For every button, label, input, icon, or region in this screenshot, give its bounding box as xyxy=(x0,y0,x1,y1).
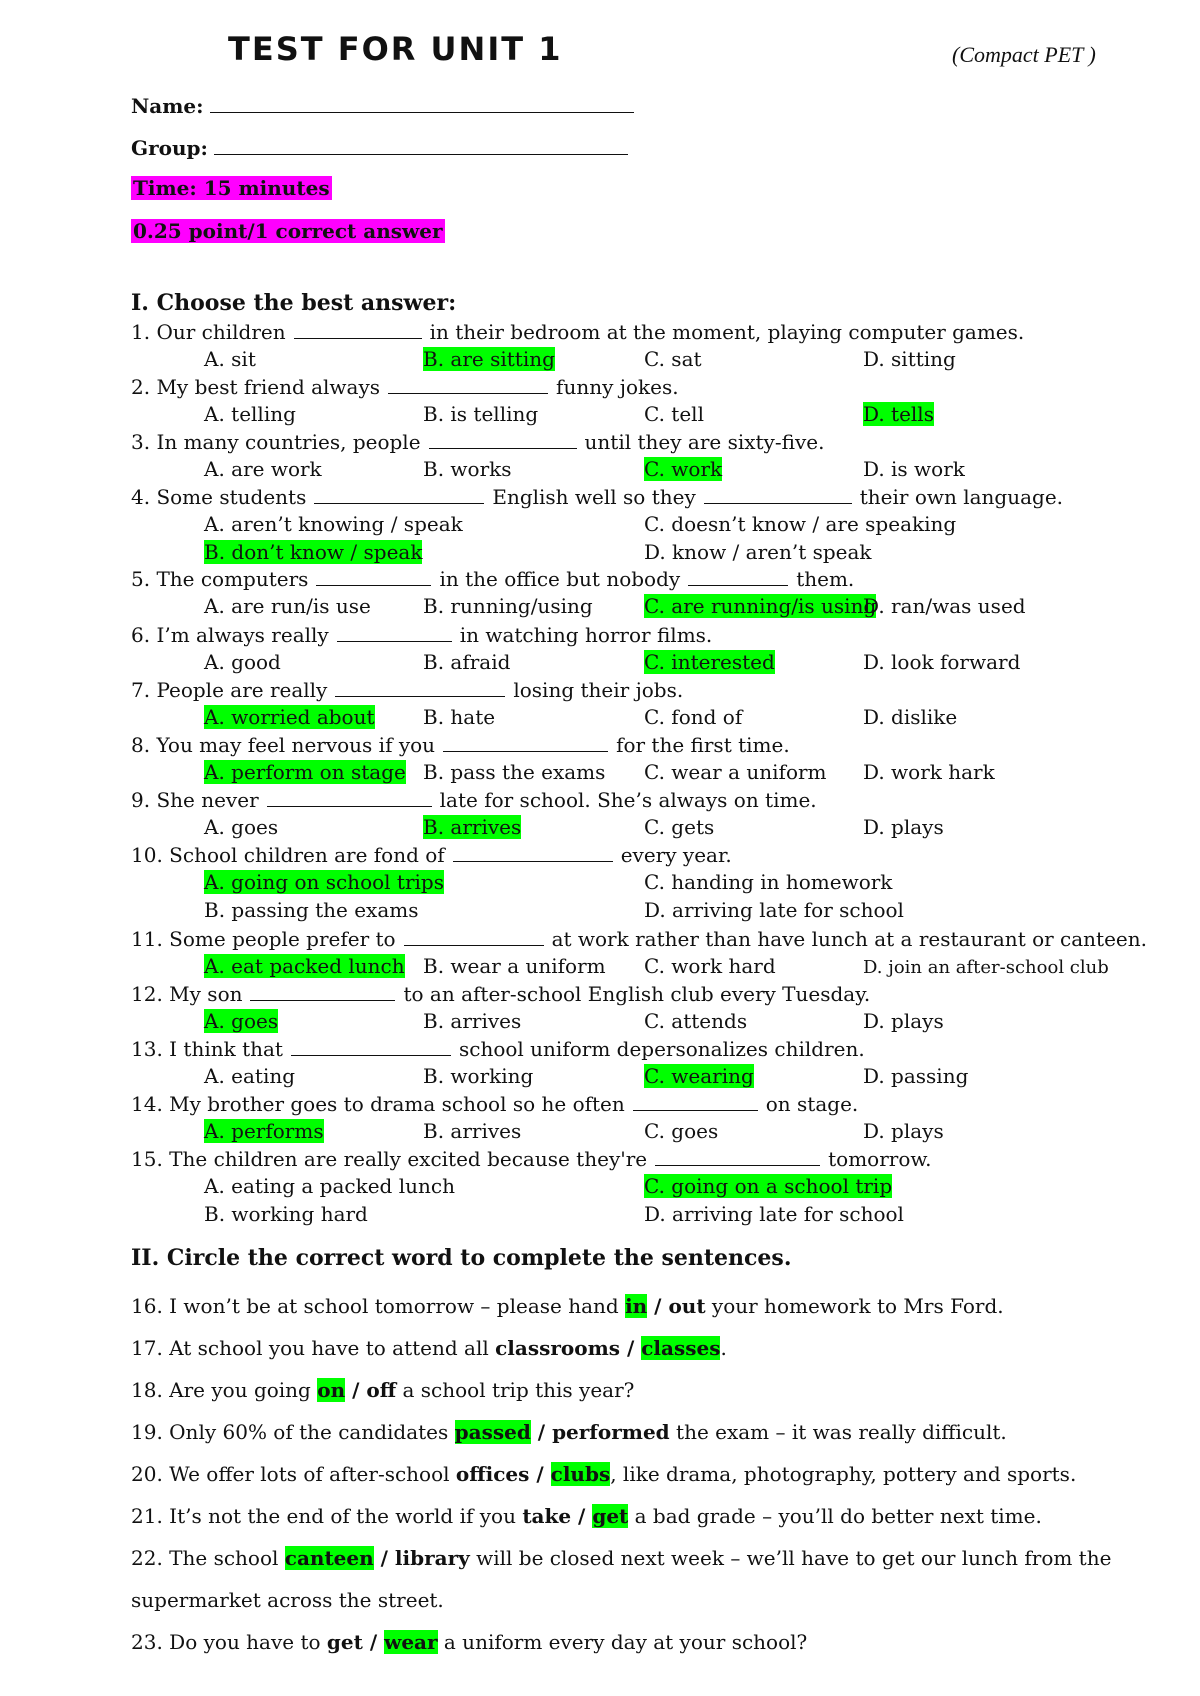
option-label: A. eating a packed lunch xyxy=(204,1174,455,1198)
question-stem xyxy=(131,925,1147,952)
sentence-item xyxy=(131,1419,1007,1445)
answer-option[interactable] xyxy=(644,814,714,840)
answer-option[interactable] xyxy=(204,869,444,895)
option-label: A. worried about xyxy=(204,705,375,729)
question-stem xyxy=(131,318,1024,345)
group-input-line[interactable] xyxy=(214,134,628,155)
choice-word[interactable]: on xyxy=(317,1378,346,1402)
question-text: on stage. xyxy=(765,1092,859,1116)
answer-option[interactable] xyxy=(644,401,704,427)
sentence-item xyxy=(131,1293,1004,1319)
choice-word[interactable]: out xyxy=(668,1294,706,1318)
question-text: 1. Our children xyxy=(131,320,286,344)
answer-option[interactable] xyxy=(423,593,593,619)
question-stem xyxy=(131,676,683,703)
option-label: D. arriving late for school xyxy=(644,1202,904,1226)
book-subtitle: (Compact PET ) xyxy=(952,42,1096,67)
answer-option[interactable] xyxy=(644,897,904,923)
option-label: D. passing xyxy=(863,1064,969,1088)
option-label: D. plays xyxy=(863,1119,944,1143)
points-note: 0.25 point/1 correct answer xyxy=(133,219,443,243)
answer-option[interactable] xyxy=(423,814,521,840)
choice-separator: / xyxy=(530,1420,553,1444)
answer-option[interactable] xyxy=(644,953,776,979)
name-input-line[interactable] xyxy=(210,92,634,113)
answer-option[interactable] xyxy=(204,1063,295,1089)
option-label: D. join an after-school club xyxy=(863,957,1109,978)
option-label: A. going on school trips xyxy=(204,870,444,894)
choice-separator: / xyxy=(571,1504,593,1528)
answer-option[interactable] xyxy=(423,649,510,675)
question-text: until they are sixty-five. xyxy=(584,430,825,454)
answer-option[interactable] xyxy=(644,649,775,675)
answer-option[interactable] xyxy=(204,1173,455,1199)
sentence-text: 16. I won’t be at school tomorrow – please hand xyxy=(131,1294,626,1318)
sentence-text: , like drama, photography, pottery and sports. xyxy=(610,1462,1077,1486)
sentence-text: 19. Only 60% of the candidates xyxy=(131,1420,455,1444)
answer-blank[interactable] xyxy=(316,565,431,586)
option-label: A. performs xyxy=(204,1119,324,1143)
choice-word[interactable]: classes xyxy=(641,1336,721,1360)
question-text: in their bedroom at the moment, playing computer games. xyxy=(429,320,1025,344)
question-text: 2. My best friend always xyxy=(131,375,381,399)
answer-option[interactable] xyxy=(204,401,296,427)
option-label: A. goes xyxy=(204,815,279,839)
option-label: A. eat packed lunch xyxy=(204,954,405,978)
answer-option[interactable] xyxy=(644,593,876,619)
option-label: A. perform on stage xyxy=(204,760,406,784)
answer-option[interactable] xyxy=(423,401,538,427)
page-title: TEST FOR UNIT 1 xyxy=(228,30,563,68)
answer-blank[interactable] xyxy=(250,980,395,1001)
question-stem xyxy=(131,1035,865,1062)
question-text: 6. I’m always really xyxy=(131,623,329,647)
option-label: C. work hard xyxy=(644,954,776,978)
option-label: C. tell xyxy=(644,402,704,426)
question-stem xyxy=(131,373,679,400)
section-2-heading: II. Circle the correct word to complete the sentences. xyxy=(131,1245,792,1271)
answer-option[interactable] xyxy=(644,704,742,730)
question-text: for the first time. xyxy=(616,733,790,757)
option-label: C. goes xyxy=(644,1119,719,1143)
sentence-text: 22. The school xyxy=(131,1546,285,1570)
answer-blank[interactable] xyxy=(388,373,548,394)
sentence-item xyxy=(131,1503,1042,1529)
option-label: C. doesn’t know / are speaking xyxy=(644,512,957,536)
question-text: 14. My brother goes to drama school so he often xyxy=(131,1092,625,1116)
question-text: late for school. She’s always on time. xyxy=(439,788,817,812)
choice-word[interactable]: passed xyxy=(454,1420,531,1444)
answer-blank[interactable] xyxy=(314,483,484,504)
option-label: B. don’t know / speak xyxy=(204,540,423,564)
option-label: B. running/using xyxy=(423,594,593,618)
option-label: C. attends xyxy=(644,1009,748,1033)
answer-option[interactable] xyxy=(204,1118,324,1144)
answer-option[interactable] xyxy=(204,897,418,923)
answer-blank[interactable] xyxy=(335,676,505,697)
answer-option[interactable] xyxy=(644,1173,892,1199)
question-text: losing their jobs. xyxy=(513,678,684,702)
choice-word[interactable]: canteen xyxy=(284,1546,374,1570)
option-label: A. telling xyxy=(204,402,296,426)
answer-blank[interactable] xyxy=(404,925,544,946)
answer-option[interactable] xyxy=(204,593,371,619)
choice-separator: / xyxy=(620,1336,642,1360)
answer-blank[interactable] xyxy=(633,1090,758,1111)
answer-option[interactable] xyxy=(644,759,827,785)
option-label: C. wear a uniform xyxy=(644,760,827,784)
answer-option[interactable] xyxy=(644,539,872,565)
question-text: in watching horror films. xyxy=(459,623,713,647)
answer-option[interactable] xyxy=(204,1008,278,1034)
answer-blank[interactable] xyxy=(337,621,452,642)
option-label: B. are sitting xyxy=(423,347,555,371)
answer-blank[interactable] xyxy=(294,318,422,339)
answer-option[interactable] xyxy=(204,759,406,785)
option-label: A. sit xyxy=(204,347,256,371)
option-label: B. pass the exams xyxy=(423,760,606,784)
choice-word[interactable]: offices xyxy=(455,1462,530,1486)
option-label: D. ran/was used xyxy=(863,594,1026,618)
name-label: Name: xyxy=(131,94,204,118)
option-label: D. arriving late for school xyxy=(644,898,904,922)
option-label: D. plays xyxy=(863,815,944,839)
sentence-item xyxy=(131,1545,1111,1571)
option-label: C. gets xyxy=(644,815,715,839)
section-1-heading: I. Choose the best answer: xyxy=(131,290,457,316)
sentence-text: supermarket across the street. xyxy=(131,1588,444,1612)
question-text: 10. School children are fond of xyxy=(131,843,445,867)
answer-option[interactable] xyxy=(644,456,722,482)
answer-option[interactable] xyxy=(423,1118,521,1144)
question-stem xyxy=(131,980,870,1007)
sentence-item xyxy=(131,1461,1076,1487)
choice-word[interactable]: take xyxy=(522,1504,572,1528)
answer-option[interactable] xyxy=(423,1063,533,1089)
choice-word[interactable]: get xyxy=(592,1504,629,1528)
option-label: C. work xyxy=(644,457,723,481)
question-text: their own language. xyxy=(859,485,1064,509)
question-text: 11. Some people prefer to xyxy=(131,927,396,951)
answer-option[interactable] xyxy=(204,539,422,565)
choice-word[interactable]: wear xyxy=(384,1630,438,1654)
answer-option[interactable] xyxy=(204,649,281,675)
choice-separator: / xyxy=(647,1294,669,1318)
option-label: D. look forward xyxy=(863,650,1021,674)
answer-option[interactable] xyxy=(423,1008,521,1034)
option-label: D. is work xyxy=(863,457,965,481)
sentence-text: will be closed next week – we’ll have to get our lunch from the xyxy=(469,1546,1112,1570)
sentence-text: your homework to Mrs Ford. xyxy=(705,1294,1004,1318)
question-text: in the office but nobody xyxy=(439,567,681,591)
option-label: C. fond of xyxy=(644,705,743,729)
answer-option[interactable] xyxy=(644,1063,754,1089)
answer-blank[interactable] xyxy=(453,841,613,862)
answer-option[interactable] xyxy=(863,1118,944,1144)
answer-blank[interactable] xyxy=(704,483,852,504)
question-text: 8. You may feel nervous if you xyxy=(131,733,436,757)
answer-option[interactable] xyxy=(644,1118,718,1144)
question-text: 3. In many countries, people xyxy=(131,430,421,454)
sentence-item xyxy=(131,1335,727,1361)
time-note: Time: 15 minutes xyxy=(133,176,330,200)
answer-option[interactable] xyxy=(863,1063,968,1089)
answer-option[interactable] xyxy=(863,814,944,840)
option-label: B. afraid xyxy=(423,650,511,674)
choice-word[interactable]: off xyxy=(366,1378,397,1402)
option-label: C. are running/is using xyxy=(644,594,877,618)
choice-word[interactable]: get xyxy=(326,1630,363,1654)
option-label: D. plays xyxy=(863,1009,944,1033)
sentence-item xyxy=(131,1629,807,1655)
option-label: B. passing the exams xyxy=(204,898,419,922)
question-text: school uniform depersonalizes children. xyxy=(458,1037,865,1061)
question-text: every year. xyxy=(620,843,732,867)
option-label: C. wearing xyxy=(644,1064,754,1088)
question-text: 4. Some students xyxy=(131,485,307,509)
answer-option[interactable] xyxy=(423,704,495,730)
choice-word[interactable]: in xyxy=(625,1294,648,1318)
sentence-text: a uniform every day at your school? xyxy=(437,1630,808,1654)
option-label: B. arrives xyxy=(423,1119,522,1143)
question-text: to an after-school English club every Tuesday. xyxy=(403,982,871,1006)
answer-blank[interactable] xyxy=(291,1035,451,1056)
question-stem xyxy=(131,483,1063,510)
answer-option[interactable] xyxy=(204,511,463,537)
sentence-text: 18. Are you going xyxy=(131,1378,318,1402)
option-label: C. interested xyxy=(644,650,775,674)
answer-option[interactable] xyxy=(863,593,1026,619)
sentence-text: a school trip this year? xyxy=(396,1378,635,1402)
option-label: B. hate xyxy=(423,705,496,729)
choice-word[interactable]: library xyxy=(394,1546,470,1570)
question-text: funny jokes. xyxy=(556,375,679,399)
sentence-text: 21. It’s not the end of the world if you xyxy=(131,1504,523,1528)
answer-option[interactable] xyxy=(204,953,405,979)
option-label: C. sat xyxy=(644,347,702,371)
answer-blank[interactable] xyxy=(688,565,788,586)
answer-option[interactable] xyxy=(863,1008,944,1034)
answer-blank[interactable] xyxy=(267,786,432,807)
group-label: Group: xyxy=(131,136,208,160)
question-stem xyxy=(131,565,854,592)
answer-option[interactable] xyxy=(423,456,512,482)
sentence-item xyxy=(131,1377,634,1403)
question-text: 9. She never xyxy=(131,788,259,812)
answer-option[interactable] xyxy=(423,346,555,372)
option-label: D. know / aren’t speak xyxy=(644,540,872,564)
choice-word[interactable]: clubs xyxy=(550,1462,611,1486)
option-label: A. are work xyxy=(204,457,322,481)
option-label: C. going on a school trip xyxy=(644,1174,893,1198)
answer-option[interactable] xyxy=(644,511,956,537)
question-text: 13. I think that xyxy=(131,1037,283,1061)
group-field xyxy=(131,134,628,161)
question-stem xyxy=(131,1090,858,1117)
option-label: D. work hark xyxy=(863,760,995,784)
question-text: English well so they xyxy=(492,485,696,509)
answer-option[interactable] xyxy=(204,1201,368,1227)
answer-option[interactable] xyxy=(644,1008,747,1034)
name-field xyxy=(131,92,634,119)
answer-option[interactable] xyxy=(863,401,934,427)
question-text: 15. The children are really excited because they're xyxy=(131,1147,648,1171)
option-label: B. is telling xyxy=(423,402,539,426)
question-stem xyxy=(131,786,817,813)
sentence-text: 23. Do you have to xyxy=(131,1630,327,1654)
option-label: D. dislike xyxy=(863,705,958,729)
sentence-item xyxy=(131,1587,444,1613)
answer-option[interactable] xyxy=(863,759,995,785)
answer-option[interactable] xyxy=(863,704,957,730)
sentence-text: a bad grade – you’ll do better next time. xyxy=(628,1504,1042,1528)
question-text: tomorrow. xyxy=(828,1147,932,1171)
answer-option[interactable] xyxy=(204,704,375,730)
answer-option[interactable] xyxy=(204,346,256,372)
answer-option[interactable] xyxy=(644,346,702,372)
option-label: B. arrives xyxy=(423,1009,522,1033)
option-label: B. wear a uniform xyxy=(423,954,606,978)
choice-separator: / xyxy=(529,1462,551,1486)
choice-word[interactable]: performed xyxy=(552,1420,670,1444)
question-stem xyxy=(131,1145,932,1172)
choice-separator: / xyxy=(345,1378,367,1402)
sentence-text: . xyxy=(720,1336,727,1360)
question-stem xyxy=(131,731,790,758)
option-label: B. working xyxy=(423,1064,534,1088)
option-label: A. good xyxy=(204,650,281,674)
answer-option[interactable] xyxy=(863,346,956,372)
question-text: at work rather than have lunch at a restaurant or canteen. xyxy=(551,927,1147,951)
answer-option[interactable] xyxy=(204,814,278,840)
answer-blank[interactable] xyxy=(429,428,577,449)
option-label: B. works xyxy=(423,457,512,481)
option-label: D. sitting xyxy=(863,347,956,371)
sentence-text: 17. At school you have to attend all xyxy=(131,1336,496,1360)
choice-separator: / xyxy=(362,1630,385,1654)
option-label: D. tells xyxy=(863,402,934,426)
option-label: A. eating xyxy=(204,1064,296,1088)
option-label: B. working hard xyxy=(204,1202,368,1226)
answer-option[interactable] xyxy=(644,1201,904,1227)
question-stem xyxy=(131,428,824,455)
question-text: 7. People are really xyxy=(131,678,328,702)
question-text: 12. My son xyxy=(131,982,243,1006)
option-label: B. arrives xyxy=(423,815,522,839)
option-label: A. are run/is use xyxy=(204,594,371,618)
option-label: A. goes xyxy=(204,1009,279,1033)
sentence-text: 20. We offer lots of after-school xyxy=(131,1462,456,1486)
answer-option[interactable] xyxy=(423,759,605,785)
choice-word[interactable]: classrooms xyxy=(495,1336,620,1360)
answer-option[interactable] xyxy=(204,456,322,482)
question-stem xyxy=(131,841,732,868)
answer-option[interactable] xyxy=(423,953,606,979)
answer-option[interactable] xyxy=(644,869,892,895)
answer-blank[interactable] xyxy=(443,731,608,752)
answer-option[interactable] xyxy=(863,953,1109,981)
answer-option[interactable] xyxy=(863,456,965,482)
question-text: 5. The computers xyxy=(131,567,309,591)
sentence-text: the exam – it was really difficult. xyxy=(669,1420,1007,1444)
option-label: A. aren’t knowing / speak xyxy=(204,512,463,536)
answer-blank[interactable] xyxy=(655,1145,820,1166)
question-text: them. xyxy=(796,567,855,591)
answer-option[interactable] xyxy=(863,649,1020,675)
option-label: C. handing in homework xyxy=(644,870,893,894)
question-stem xyxy=(131,621,712,648)
choice-separator: / xyxy=(373,1546,395,1570)
